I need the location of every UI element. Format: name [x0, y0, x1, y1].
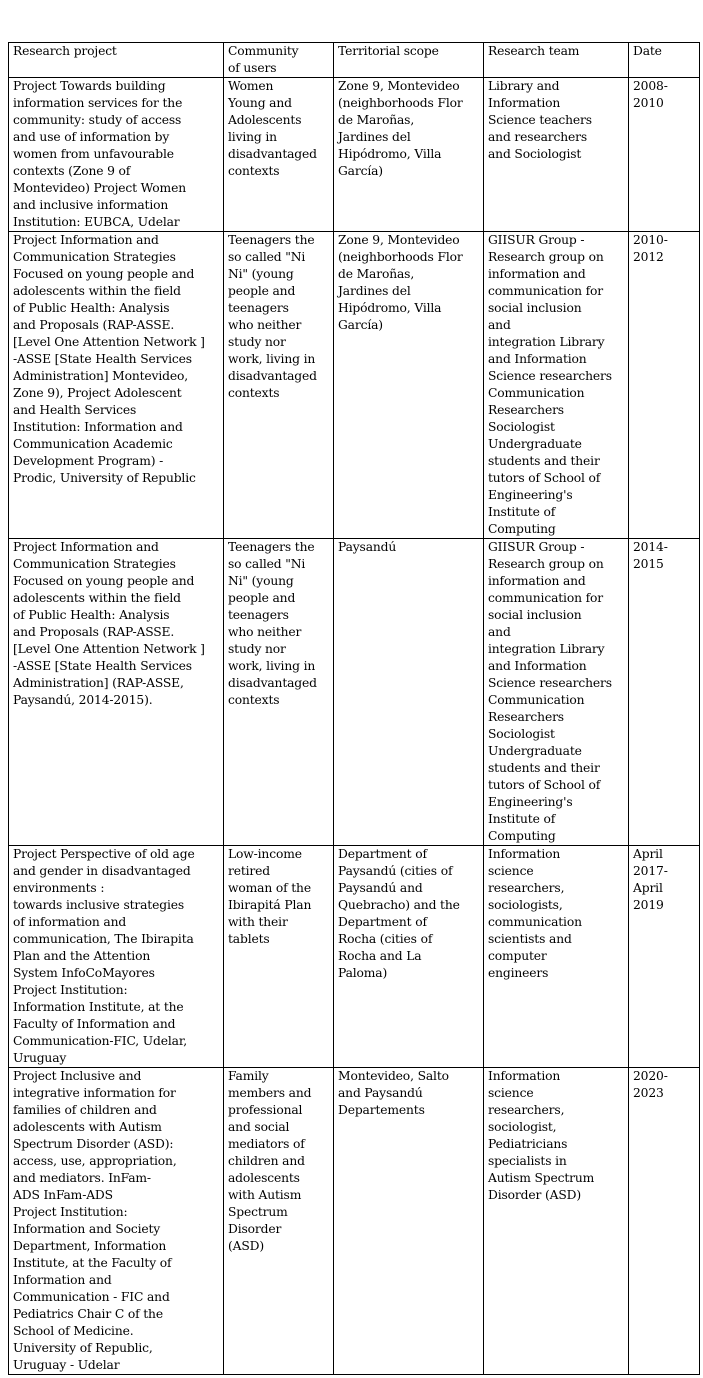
- table-header-row: [9, 43, 700, 78]
- header-territorial-scope: Territorial scope: [334, 43, 484, 78]
- cell-date: 2010- 2012: [629, 232, 700, 539]
- cell-team: Information science researchers, sociologist, Pediatricians specialists in Autism Spectrum Disorder (ASD): [484, 1068, 629, 1375]
- cell-scope: Department of Paysandú (cities of Paysandú and Quebracho) and the Department of Rocha (cities of Rocha and La Paloma): [334, 846, 484, 1068]
- header-research-team: Research team: [484, 43, 629, 78]
- cell-community: Low-income retired woman of the Ibirapitá Plan with their tablets: [224, 846, 334, 1068]
- cell-team: GIISUR Group - Research group on information and communication for social inclusion and integration Library and Information Science researchers Communication Researchers Sociologist Undergraduate students and their tutors of School of Engineering's Institute of Computing: [484, 232, 629, 539]
- cell-project: Project Information and Communication Strategies Focused on young people and adolescents within the field of Public Health: Analysis and Proposals (RAP-ASSE. [Level One Attention Network ] -ASSE [State Health Services Administration] (RAP-ASSE, Paysandú, 2014-2015).: [9, 539, 224, 846]
- cell-community: Family members and professional and social mediators of children and adolescents with Autism Spectrum Disorder (ASD): [224, 1068, 334, 1375]
- cell-community: Teenagers the so called "Ni Ni" (young people and teenagers who neither study nor work, living in disadvantaged contexts: [224, 232, 334, 539]
- cell-team: Library and Information Science teachers and researchers and Sociologist: [484, 78, 629, 232]
- table-row: [9, 78, 700, 232]
- header-date: Date: [629, 43, 700, 78]
- cell-scope: Paysandú: [334, 539, 484, 846]
- cell-date: 2008- 2010: [629, 78, 700, 232]
- table-row: [9, 1068, 700, 1375]
- cell-project: Project Perspective of old age and gender in disadvantaged environments : towards inclusive strategies of information and communication, The Ibirapita Plan and the Attention System InfoCoMayores Project Institution: Information Institute, at the Faculty of Information and Communication-FIC, Udelar, Uruguay: [9, 846, 224, 1068]
- cell-date: 2020- 2023: [629, 1068, 700, 1375]
- cell-project: Project Inclusive and integrative information for families of children and adolescents with Autism Spectrum Disorder (ASD): access, use, appropriation, and mediators. InFam- ADS InFam-ADS Project Institution: Information and Society Department, Information Institute, at the Faculty of Information and Communication - FIC and Pediatrics Chair C of the School of Medicine. University of Republic, Uruguay - Udelar: [9, 1068, 224, 1375]
- table-row: [9, 539, 700, 846]
- table-row: [9, 846, 700, 1068]
- cell-date: April 2017- April 2019: [629, 846, 700, 1068]
- cell-scope: Zone 9, Montevideo (neighborhoods Flor de Maroñas, Jardines del Hipódromo, Villa García): [334, 78, 484, 232]
- cell-scope: Zone 9, Montevideo (neighborhoods Flor de Maroñas, Jardines del Hipódromo, Villa García): [334, 232, 484, 539]
- cell-team: Information science researchers, sociologists, communication scientists and computer engineers: [484, 846, 629, 1068]
- research-projects-table: [8, 42, 700, 1375]
- cell-date: 2014- 2015: [629, 539, 700, 846]
- cell-team: GIISUR Group - Research group on information and communication for social inclusion and integration Library and Information Science researchers Communication Researchers Sociologist Undergraduate students and their tutors of School of Engineering's Institute of Computing: [484, 539, 629, 846]
- cell-project: Project Information and Communication Strategies Focused on young people and adolescents within the field of Public Health: Analysis and Proposals (RAP-ASSE. [Level One Attention Network ] -ASSE [State Health Services Administration] Montevideo, Zone 9), Project Adolescent and Health Services Institution: Information and Communication Academic Development Program) - Prodic, University of Republic: [9, 232, 224, 539]
- header-community-of-users: Community of users: [224, 43, 334, 78]
- cell-community: Women Young and Adolescents living in disadvantaged contexts: [224, 78, 334, 232]
- cell-community: Teenagers the so called "Ni Ni" (young people and teenagers who neither study nor work, living in disadvantaged contexts: [224, 539, 334, 846]
- cell-scope: Montevideo, Salto and Paysandú Departements: [334, 1068, 484, 1375]
- cell-project: Project Towards building information services for the community: study of access and use of information by women from unfavourable contexts (Zone 9 of Montevideo) Project Women and inclusive information Institution: EUBCA, Udelar: [9, 78, 224, 232]
- header-research-project: Research project: [9, 43, 224, 78]
- table-row: [9, 232, 700, 539]
